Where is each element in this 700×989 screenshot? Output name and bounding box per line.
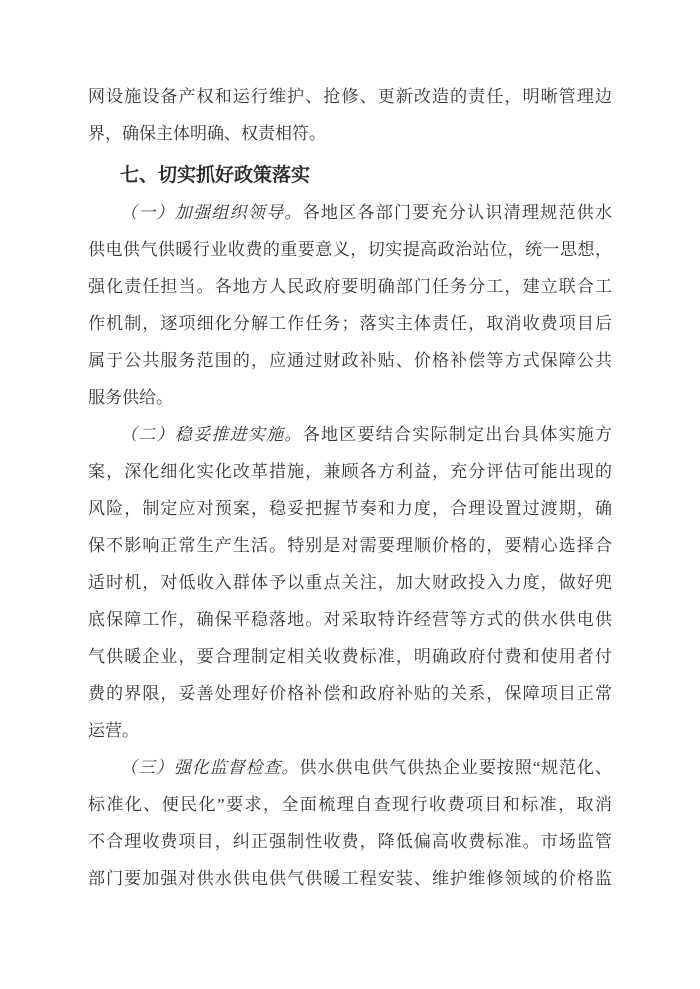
text-line: 案，深化细化实化改革措施，兼顾各方利益，充分评估可能出现的 <box>88 462 612 481</box>
paragraph <box>88 749 612 897</box>
text-line: 保不影响正常生产生活。特别是对需要理顺价格的，要精心选择合 <box>88 536 612 555</box>
text-line: （一）加强组织领导。各地区各部门要充分认识清理规范供水 <box>120 203 613 222</box>
text-line: 费的界限，妥善处理好价格补偿和政府补贴的关系，保障项目正常 <box>88 684 612 703</box>
paragraph-lead: （一）加强组织领导。 <box>120 203 303 222</box>
text-line: 强化责任担当。各地方人民政府要明确部门任务分工，建立联合工 <box>88 277 612 296</box>
text-line: 标准化、便民化”要求，全面梳理自查现行收费项目和标准，取消 <box>88 795 612 814</box>
text-line: 部门要加强对供水供电供气供暖工程安装、维护维修领域的价格监 <box>88 869 612 888</box>
text-line: 运营。 <box>88 721 139 740</box>
text-line: （二）稳妥推进实施。各地区要结合实际制定出台具体实施方 <box>120 425 613 444</box>
paragraph <box>88 194 612 416</box>
text-line: 服务供给。 <box>88 388 173 407</box>
paragraph-lead: （二）稳妥推进实施。 <box>120 425 303 444</box>
text-line: 网设施设备产权和运行维护、抢修、更新改造的责任，明晰管理边 <box>88 87 612 106</box>
text-line: 气供暖企业，要合理制定相关收费标准，明确政府付费和使用者付 <box>88 647 612 666</box>
text-line: 七、切实抓好政策落实 <box>120 165 311 186</box>
text-line: 界，确保主体明确、权责相符。 <box>88 124 326 143</box>
text-block <box>88 78 612 897</box>
text-line: 供电供气供暖行业收费的重要意义，切实提高政治站位，统一思想， <box>88 240 612 259</box>
text-line: 风险，制定应对预案，稳妥把握节奏和力度，合理设置过渡期，确 <box>88 499 612 518</box>
text-line: 底保障工作，确保平稳落地。对采取特许经营等方式的供水供电供 <box>88 610 612 629</box>
text-line: 不合理收费项目，纠正强制性收费，降低偏高收费标准。市场监管 <box>88 832 612 851</box>
text-line: 适时机，对低收入群体予以重点关注，加大财政投入力度，做好兜 <box>88 573 612 592</box>
text-line: 作机制，逐项细化分解工作任务；落实主体责任，取消收费项目后 <box>88 314 612 333</box>
paragraph-lead: （三）强化监督检查。 <box>120 758 300 777</box>
text-line: 属于公共服务范围的，应通过财政补贴、价格补偿等方式保障公共 <box>88 351 612 370</box>
text-line: （三）强化监督检查。供水供电供气供热企业要按照“规范化、 <box>120 758 613 777</box>
paragraph <box>88 78 612 152</box>
paragraph <box>88 416 612 749</box>
section-heading <box>88 157 612 194</box>
